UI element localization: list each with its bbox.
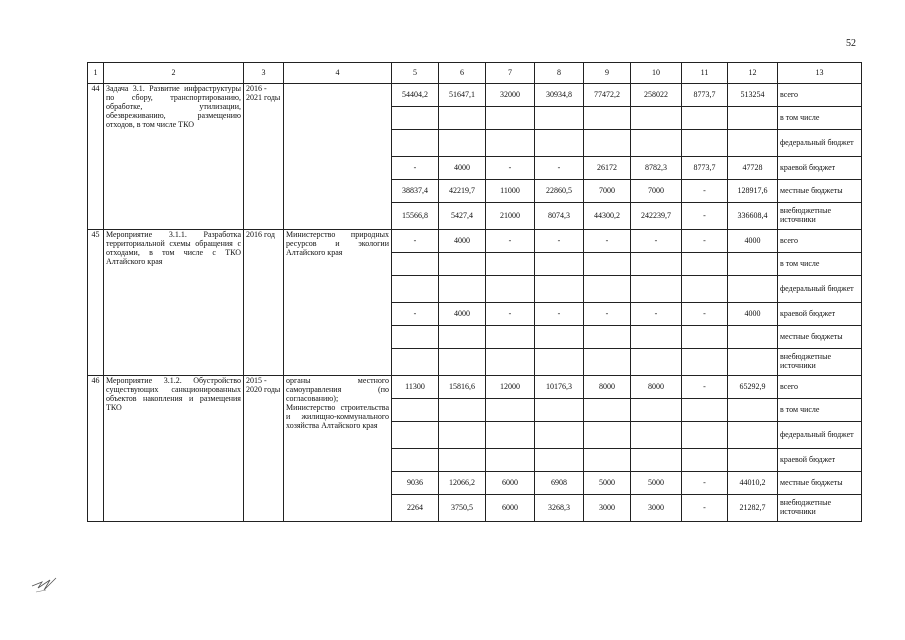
value-cell: 2264 xyxy=(392,495,439,522)
value-cell xyxy=(631,349,682,376)
funding-source-label: в том числе xyxy=(778,399,862,422)
value-cell: - xyxy=(535,230,584,253)
value-cell: 513254 xyxy=(728,84,778,107)
value-cell: - xyxy=(392,230,439,253)
handwritten-mark xyxy=(30,572,60,596)
column-header: 8 xyxy=(535,63,584,84)
funding-source-label: федеральный бюджет xyxy=(778,422,862,449)
value-cell: 8773,7 xyxy=(682,157,728,180)
value-cell xyxy=(584,276,631,303)
value-cell xyxy=(535,107,584,130)
header-row xyxy=(88,63,862,84)
column-header: 4 xyxy=(284,63,392,84)
column-header: 7 xyxy=(486,63,535,84)
value-cell xyxy=(535,349,584,376)
row-number: 44 xyxy=(88,84,104,230)
value-cell: 3000 xyxy=(584,495,631,522)
value-cell xyxy=(535,399,584,422)
value-cell xyxy=(584,449,631,472)
value-cell xyxy=(728,276,778,303)
value-cell xyxy=(682,349,728,376)
value-cell: 4000 xyxy=(439,157,486,180)
executor-cell: органы местного самоуправления (по согласованию); Министерство строительства и жилищно-коммунального хозяйства Алтайского края xyxy=(284,376,392,522)
value-cell: - xyxy=(392,303,439,326)
value-cell: - xyxy=(486,157,535,180)
measure-name: Мероприятие 3.1.1. Разработка территориальной схемы обращения с отходами, в том числе с ТКО Алтайского края xyxy=(104,230,244,376)
column-header: 2 xyxy=(104,63,244,84)
value-cell xyxy=(728,130,778,157)
value-cell xyxy=(682,326,728,349)
value-cell: 242239,7 xyxy=(631,203,682,230)
value-cell xyxy=(439,326,486,349)
value-cell xyxy=(486,276,535,303)
column-header: 12 xyxy=(728,63,778,84)
funding-source-label: местные бюджеты xyxy=(778,180,862,203)
value-cell xyxy=(631,449,682,472)
program-table xyxy=(87,62,862,522)
value-cell xyxy=(728,399,778,422)
value-cell: 21000 xyxy=(486,203,535,230)
value-cell xyxy=(486,326,535,349)
funding-source-label: федеральный бюджет xyxy=(778,130,862,157)
value-cell: 4000 xyxy=(728,230,778,253)
value-cell: - xyxy=(682,472,728,495)
page-number: 52 xyxy=(846,38,856,49)
value-cell xyxy=(631,276,682,303)
value-cell: 30934,8 xyxy=(535,84,584,107)
value-cell xyxy=(439,349,486,376)
table-row xyxy=(88,376,862,399)
value-cell: 128917,6 xyxy=(728,180,778,203)
value-cell xyxy=(392,326,439,349)
value-cell xyxy=(584,422,631,449)
value-cell: 3000 xyxy=(631,495,682,522)
value-cell xyxy=(392,107,439,130)
value-cell: 11000 xyxy=(486,180,535,203)
value-cell: - xyxy=(631,303,682,326)
funding-source-label: краевой бюджет xyxy=(778,303,862,326)
column-header: 9 xyxy=(584,63,631,84)
value-cell: 54404,2 xyxy=(392,84,439,107)
value-cell xyxy=(631,422,682,449)
column-header: 3 xyxy=(244,63,284,84)
executor-cell: Министерство природных ресурсов и экологии Алтайского края xyxy=(284,230,392,376)
value-cell: - xyxy=(631,230,682,253)
value-cell: 4000 xyxy=(439,230,486,253)
table-row xyxy=(88,84,862,107)
value-cell xyxy=(392,130,439,157)
value-cell xyxy=(584,399,631,422)
value-cell xyxy=(584,349,631,376)
funding-source-label: краевой бюджет xyxy=(778,157,862,180)
funding-source-label: всего xyxy=(778,230,862,253)
funding-source-label: всего xyxy=(778,84,862,107)
value-cell xyxy=(439,276,486,303)
value-cell: - xyxy=(682,180,728,203)
value-cell xyxy=(535,130,584,157)
period-cell: 2016 год xyxy=(244,230,284,376)
value-cell: 32000 xyxy=(486,84,535,107)
measure-name: Задача 3.1. Развитие инфраструктуры по сбору, транспортированию, обработке, утилизации, обезвреживанию, размещению отходов, в том числе ТКО xyxy=(104,84,244,230)
value-cell xyxy=(392,449,439,472)
value-cell xyxy=(682,130,728,157)
value-cell: - xyxy=(535,303,584,326)
value-cell xyxy=(535,326,584,349)
value-cell xyxy=(584,326,631,349)
value-cell xyxy=(486,130,535,157)
value-cell xyxy=(392,276,439,303)
value-cell xyxy=(728,449,778,472)
value-cell xyxy=(535,253,584,276)
value-cell: - xyxy=(584,230,631,253)
period-cell: 2016 - 2021 годы xyxy=(244,84,284,230)
funding-source-label: федеральный бюджет xyxy=(778,276,862,303)
value-cell: 258022 xyxy=(631,84,682,107)
value-cell: 21282,7 xyxy=(728,495,778,522)
value-cell: 9036 xyxy=(392,472,439,495)
column-header: 13 xyxy=(778,63,862,84)
value-cell xyxy=(535,276,584,303)
value-cell xyxy=(728,422,778,449)
value-cell: 22860,5 xyxy=(535,180,584,203)
value-cell xyxy=(439,449,486,472)
funding-source-label: внебюджетные источники xyxy=(778,349,862,376)
value-cell: - xyxy=(682,376,728,399)
value-cell: 47728 xyxy=(728,157,778,180)
value-cell xyxy=(392,422,439,449)
value-cell: 10176,3 xyxy=(535,376,584,399)
funding-source-label: всего xyxy=(778,376,862,399)
value-cell: 8782,3 xyxy=(631,157,682,180)
funding-source-label: в том числе xyxy=(778,253,862,276)
value-cell: 77472,2 xyxy=(584,84,631,107)
value-cell: 6000 xyxy=(486,472,535,495)
value-cell xyxy=(631,130,682,157)
value-cell xyxy=(728,326,778,349)
value-cell: - xyxy=(682,203,728,230)
value-cell: 4000 xyxy=(728,303,778,326)
value-cell xyxy=(584,253,631,276)
value-cell: 15566,8 xyxy=(392,203,439,230)
value-cell: 6000 xyxy=(486,495,535,522)
value-cell xyxy=(486,349,535,376)
value-cell: 44010,2 xyxy=(728,472,778,495)
value-cell: 5427,4 xyxy=(439,203,486,230)
value-cell xyxy=(682,449,728,472)
value-cell: 51647,1 xyxy=(439,84,486,107)
funding-source-label: местные бюджеты xyxy=(778,326,862,349)
value-cell: 11300 xyxy=(392,376,439,399)
value-cell xyxy=(392,253,439,276)
value-cell xyxy=(486,107,535,130)
value-cell xyxy=(631,399,682,422)
value-cell xyxy=(682,422,728,449)
value-cell xyxy=(486,399,535,422)
value-cell: 38837,4 xyxy=(392,180,439,203)
value-cell xyxy=(584,130,631,157)
value-cell: 4000 xyxy=(439,303,486,326)
value-cell xyxy=(392,349,439,376)
value-cell: 8074,3 xyxy=(535,203,584,230)
value-cell: 5000 xyxy=(584,472,631,495)
value-cell: 12066,2 xyxy=(439,472,486,495)
value-cell xyxy=(682,399,728,422)
value-cell: - xyxy=(682,303,728,326)
value-cell: 8773,7 xyxy=(682,84,728,107)
value-cell: - xyxy=(535,157,584,180)
value-cell: 8000 xyxy=(631,376,682,399)
value-cell xyxy=(631,253,682,276)
value-cell xyxy=(439,107,486,130)
value-cell xyxy=(439,399,486,422)
value-cell xyxy=(486,449,535,472)
column-header: 10 xyxy=(631,63,682,84)
value-cell xyxy=(486,422,535,449)
funding-source-label: краевой бюджет xyxy=(778,449,862,472)
value-cell xyxy=(584,107,631,130)
value-cell xyxy=(728,349,778,376)
value-cell xyxy=(439,130,486,157)
value-cell: 5000 xyxy=(631,472,682,495)
value-cell: 15816,6 xyxy=(439,376,486,399)
value-cell: 44300,2 xyxy=(584,203,631,230)
value-cell: 42219,7 xyxy=(439,180,486,203)
value-cell: 7000 xyxy=(631,180,682,203)
value-cell: 336608,4 xyxy=(728,203,778,230)
executor-cell xyxy=(284,84,392,230)
value-cell: - xyxy=(682,495,728,522)
value-cell xyxy=(631,326,682,349)
value-cell: 12000 xyxy=(486,376,535,399)
column-header: 11 xyxy=(682,63,728,84)
column-header: 6 xyxy=(439,63,486,84)
funding-source-label: внебюджетные источники xyxy=(778,495,862,522)
value-cell xyxy=(728,107,778,130)
value-cell: 8000 xyxy=(584,376,631,399)
value-cell xyxy=(439,422,486,449)
value-cell xyxy=(535,449,584,472)
value-cell xyxy=(682,107,728,130)
funding-source-label: в том числе xyxy=(778,107,862,130)
funding-source-label: внебюджетные источники xyxy=(778,203,862,230)
value-cell xyxy=(682,253,728,276)
value-cell xyxy=(535,422,584,449)
value-cell: 7000 xyxy=(584,180,631,203)
value-cell xyxy=(486,253,535,276)
measure-name: Мероприятие 3.1.2. Обустройство существующих санкционированных объектов накопления и размещения ТКО xyxy=(104,376,244,522)
value-cell: - xyxy=(486,303,535,326)
value-cell: - xyxy=(584,303,631,326)
table-row xyxy=(88,230,862,253)
value-cell: 3268,3 xyxy=(535,495,584,522)
value-cell: - xyxy=(486,230,535,253)
value-cell xyxy=(392,399,439,422)
period-cell: 2015 - 2020 годы xyxy=(244,376,284,522)
value-cell xyxy=(728,253,778,276)
value-cell: 6908 xyxy=(535,472,584,495)
value-cell xyxy=(439,253,486,276)
column-header: 5 xyxy=(392,63,439,84)
funding-source-label: местные бюджеты xyxy=(778,472,862,495)
value-cell: - xyxy=(392,157,439,180)
value-cell: 26172 xyxy=(584,157,631,180)
value-cell xyxy=(631,107,682,130)
value-cell: - xyxy=(682,230,728,253)
row-number: 45 xyxy=(88,230,104,376)
row-number: 46 xyxy=(88,376,104,522)
value-cell: 65292,9 xyxy=(728,376,778,399)
value-cell xyxy=(682,276,728,303)
value-cell: 3750,5 xyxy=(439,495,486,522)
column-header: 1 xyxy=(88,63,104,84)
